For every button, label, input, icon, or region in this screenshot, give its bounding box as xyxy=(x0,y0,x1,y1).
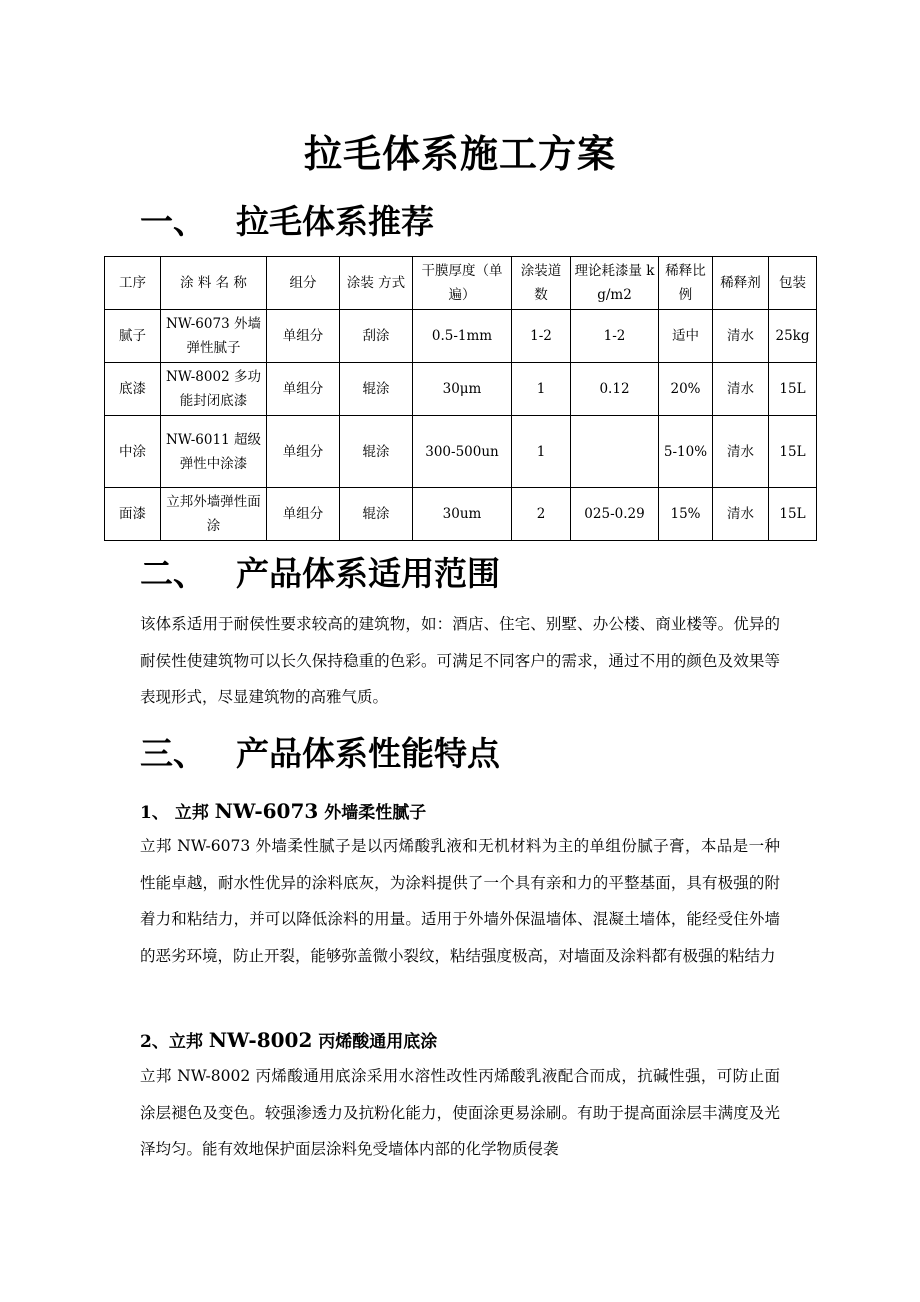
table-cell: 适中 xyxy=(659,310,713,363)
product-prefix: 1、 立邦 xyxy=(140,803,209,823)
table-cell xyxy=(571,416,659,488)
table-header-row xyxy=(105,257,817,310)
section-title: 产品体系适用范围 xyxy=(236,554,500,593)
table-cell: 1-2 xyxy=(571,310,659,363)
product-prefix: 2、立邦 xyxy=(140,1032,203,1052)
section-number: 三、 xyxy=(140,734,206,773)
table-cell: 腻子 xyxy=(105,310,161,363)
table-cell: 1-2 xyxy=(512,310,571,363)
section-title: 拉毛体系推荐 xyxy=(236,202,434,241)
table-header-cell: 稀释剂 xyxy=(713,257,769,310)
section-heading-3 xyxy=(140,730,500,778)
table-cell: 单组分 xyxy=(267,488,340,541)
table-header-cell: 涂 料 名 称 xyxy=(161,257,267,310)
system-spec-table xyxy=(104,256,817,541)
table-row xyxy=(105,310,817,363)
table-cell: 立邦外墙弹性面涂 xyxy=(161,488,267,541)
table-cell: 清水 xyxy=(713,488,769,541)
product-code: NW-6073 xyxy=(214,799,319,823)
table-cell: 0.12 xyxy=(571,363,659,416)
table-header-cell: 稀释比例 xyxy=(659,257,713,310)
section-heading-1 xyxy=(140,198,434,246)
table-cell: 辊涂 xyxy=(340,416,413,488)
table-cell: NW-8002 多功能封闭底漆 xyxy=(161,363,267,416)
table-header-cell: 涂装道数 xyxy=(512,257,571,310)
table-row xyxy=(105,363,817,416)
table-cell: 辊涂 xyxy=(340,488,413,541)
scope-paragraph: 该体系适用于耐侯性要求较高的建筑物，如：酒店、住宅、别墅、办公楼、商业楼等。优异的耐侯性使建筑物可以长久保持稳重的色彩。可满足不同客户的需求，通过不用的颜色及效果等表现形式，尽显建筑物的高雅气质。 xyxy=(140,615,780,706)
table-header-cell: 理论耗漆量 kg/m2 xyxy=(571,257,659,310)
product-description-primer: 立邦 NW-8002 丙烯酸通用底涂采用水溶性改性丙烯酸乳液配合而成，抗碱性强，可防止面涂层褪色及变色。较强渗透力及抗粉化能力，使面涂更易涂刷。有助于提高面涂层丰满度及光泽均匀。能有效地保护面层涂料免受墙体内部的化学物质侵袭 xyxy=(140,1067,780,1158)
table-cell: 15L xyxy=(769,363,817,416)
table-cell: 0.5-1mm xyxy=(413,310,512,363)
table-cell: 30μm xyxy=(413,363,512,416)
table-header-cell: 包装 xyxy=(769,257,817,310)
section-title: 产品体系性能特点 xyxy=(236,734,500,773)
table-cell: 25kg xyxy=(769,310,817,363)
product-heading-primer xyxy=(140,1025,437,1057)
table-row xyxy=(105,488,817,541)
table-cell: 单组分 xyxy=(267,416,340,488)
table-cell: 1 xyxy=(512,363,571,416)
product-heading-putty xyxy=(140,796,426,828)
table-cell: NW-6011 超级弹性中涂漆 xyxy=(161,416,267,488)
table-cell: 单组分 xyxy=(267,363,340,416)
table-header-cell: 涂装 方式 xyxy=(340,257,413,310)
table-cell: 15% xyxy=(659,488,713,541)
table-cell: 20% xyxy=(659,363,713,416)
table-header-cell: 工序 xyxy=(105,257,161,310)
page-title: 拉毛体系施工方案 xyxy=(303,131,616,176)
product-name: 丙烯酸通用底涂 xyxy=(318,1032,438,1052)
table-cell: NW-6073 外墙弹性腻子 xyxy=(161,310,267,363)
table-cell: 中涂 xyxy=(105,416,161,488)
table-cell: 面漆 xyxy=(105,488,161,541)
table-cell: 5-10% xyxy=(659,416,713,488)
table-cell: 15L xyxy=(769,488,817,541)
table-cell: 300-500un xyxy=(413,416,512,488)
section-heading-2 xyxy=(140,550,500,598)
section-number: 二、 xyxy=(140,554,206,593)
table-cell: 15L xyxy=(769,416,817,488)
table-cell: 单组分 xyxy=(267,310,340,363)
table-cell: 清水 xyxy=(713,310,769,363)
table-cell: 025-0.29 xyxy=(571,488,659,541)
product-name: 外墙柔性腻子 xyxy=(324,803,427,823)
table-header-cell: 组分 xyxy=(267,257,340,310)
table-cell: 刮涂 xyxy=(340,310,413,363)
product-code: NW-8002 xyxy=(208,1028,313,1052)
table-header-cell: 干膜厚度（单遍） xyxy=(413,257,512,310)
table-cell: 1 xyxy=(512,416,571,488)
section-number: 一、 xyxy=(140,202,206,241)
table-cell: 清水 xyxy=(713,363,769,416)
table-cell: 辊涂 xyxy=(340,363,413,416)
table-cell: 30um xyxy=(413,488,512,541)
table-cell: 清水 xyxy=(713,416,769,488)
table-row xyxy=(105,416,817,488)
table-cell: 底漆 xyxy=(105,363,161,416)
product-description-putty: 立邦 NW-6073 外墙柔性腻子是以丙烯酸乳液和无机材料为主的单组份腻子膏，本品是一种性能卓越，耐水性优异的涂料底灰，为涂料提供了一个具有亲和力的平整基面，具有极强的附着力和粘结力，并可以降低涂料的用量。适用于外墙外保温墙体、混凝土墙体，能经受住外墙的恶劣环境，防止开裂，能够弥盖微小裂纹，粘结强度极高，对墙面及涂料都有极强的粘结力 xyxy=(140,837,780,965)
table-cell: 2 xyxy=(512,488,571,541)
